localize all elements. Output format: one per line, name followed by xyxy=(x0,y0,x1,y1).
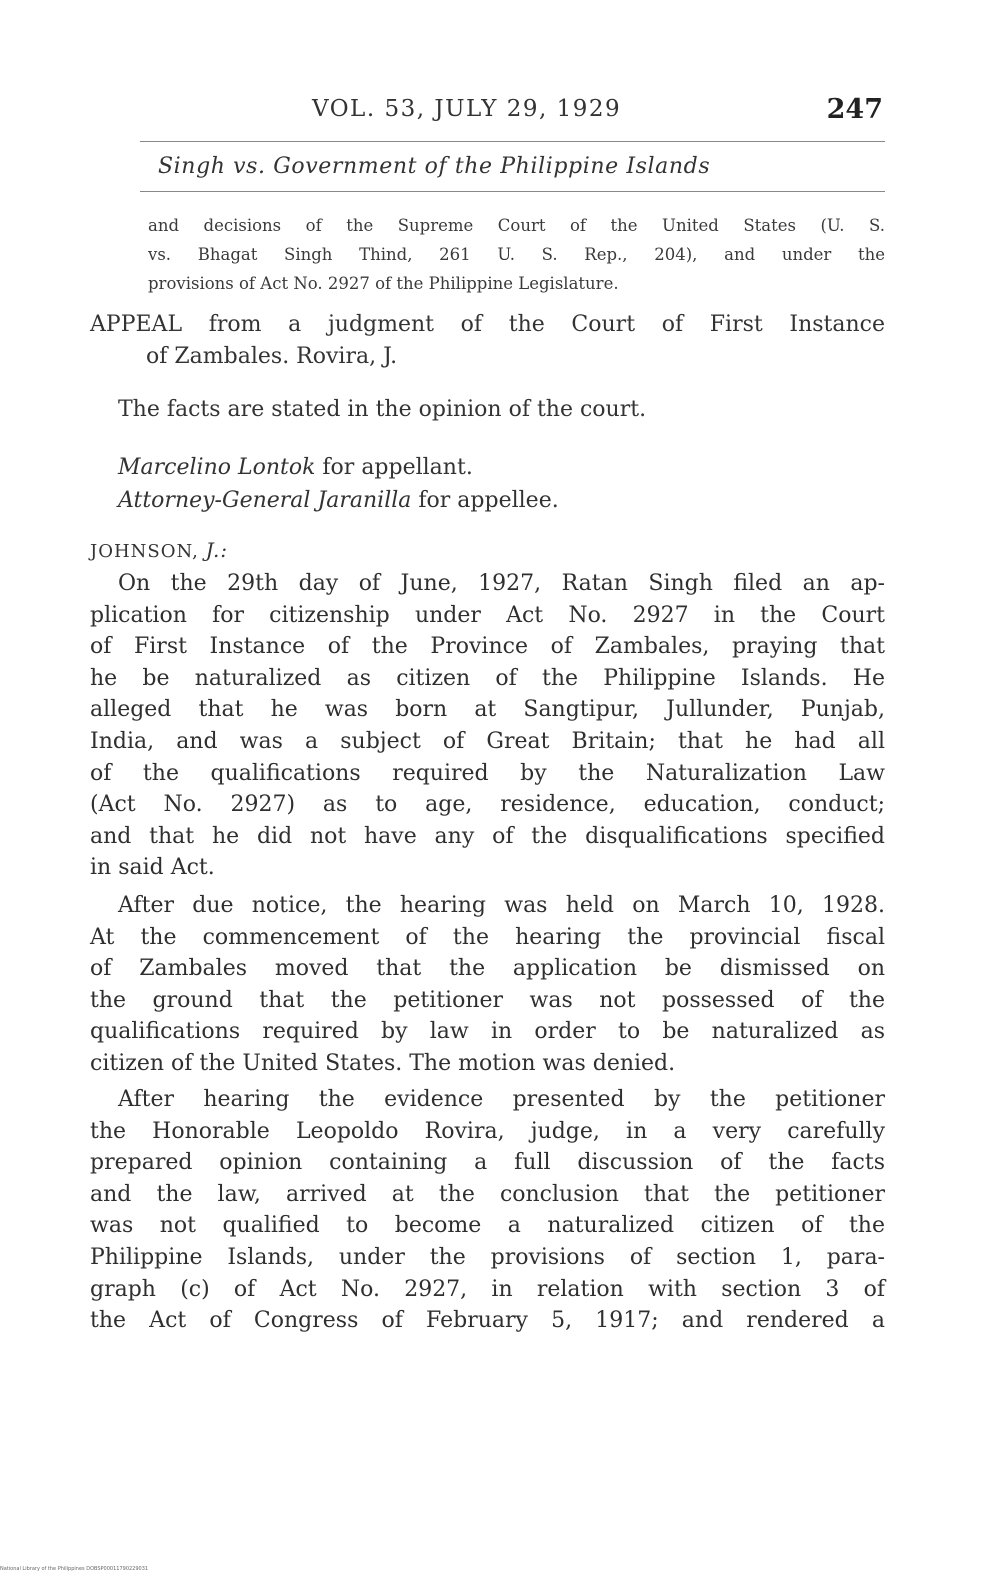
paragraph-line: in said Act. xyxy=(90,855,215,881)
counsel-appellant xyxy=(118,451,885,484)
paragraph-line: the ground that the petitioner was not possessed of the xyxy=(90,987,885,1013)
paragraph-line: alleged that he was born at Sangtipur, Jullunder, Punjab, xyxy=(90,697,885,723)
syllabus xyxy=(148,211,885,298)
paragraph-line: was not qualified to become a naturalized citizen of the xyxy=(90,1213,885,1239)
paragraph-line: India, and was a subject of Great Britain; that he had all xyxy=(90,728,885,754)
paragraph-line: of the qualifications required by the Naturalization Law xyxy=(90,760,885,786)
appeal-line: APPEAL from a judgment of the Court of First Instance xyxy=(90,312,885,337)
paragraph-line: the Honorable Leopoldo Rovira, judge, in a very carefully xyxy=(90,1118,885,1144)
paragraph-line: citizen of the United States. The motion was denied. xyxy=(90,1050,676,1076)
paragraph-line: graph (c) of Act No. 2927, in relation with section 3 of xyxy=(90,1276,885,1302)
paragraph-line: Philippine Islands, under the provisions of section 1, para- xyxy=(90,1244,885,1270)
counsel-appellee xyxy=(118,484,885,517)
syllabus-line: vs. Bhagat Singh Thind, 261 U. S. Rep., 204), and under the xyxy=(148,245,885,264)
paragraph-line: plication for citizenship under Act No. 2927 in the Court xyxy=(90,602,885,628)
judge-suffix: J.: xyxy=(205,538,229,562)
paragraph-line: (Act No. 2927) as to age, residence, education, conduct; xyxy=(90,792,885,818)
syllabus-line: and decisions of the Supreme Court of the United States (U. S. xyxy=(148,216,885,235)
paragraph-line: he be naturalized as citizen of the Philippine Islands. He xyxy=(90,665,885,691)
running-header xyxy=(90,96,885,132)
paragraph-line: qualifications required by law in order to be naturalized as xyxy=(90,1019,885,1045)
paragraph-line: and the law, arrived at the conclusion that the petitioner xyxy=(90,1181,885,1207)
appellee-name: Attorney-General Jaranilla xyxy=(118,488,412,513)
paragraph-line: After due notice, the hearing was held on March 10, 1928. xyxy=(118,893,885,918)
appellant-role: for appellant. xyxy=(315,455,473,480)
opinion-paragraph-1 xyxy=(90,568,885,884)
paragraph-line: of First Instance of the Province of Zambales, praying that xyxy=(90,634,885,660)
judge-heading xyxy=(90,538,228,562)
page-number: 247 xyxy=(826,94,883,125)
volume-date: VOL. 53, JULY 29, 1929 xyxy=(312,96,622,122)
paragraph-line: On the 29th day of June, 1927, Ratan Singh filed an ap- xyxy=(118,571,885,596)
appellant-name: Marcelino Lontok xyxy=(118,455,316,480)
appeal-statement xyxy=(90,309,885,373)
library-stamp: National Library of the Philippines DOBSP00011790229031 xyxy=(0,1566,149,1572)
paragraph-line: the Act of Congress of February 5, 1917; and rendered a xyxy=(90,1308,885,1334)
judge-name: JOHNSON, xyxy=(90,541,206,562)
paragraph-line: After hearing the evidence presented by the petitioner xyxy=(118,1087,885,1112)
appellee-role: for appellee. xyxy=(411,488,559,513)
opinion-paragraph-2 xyxy=(90,890,885,1080)
paragraph-line: of Zambales moved that the application be dismissed on xyxy=(90,956,885,982)
syllabus-line: provisions of Act No. 2927 of the Philippine Legislature. xyxy=(148,274,619,293)
paragraph-line: and that he did not have any of the disqualifications specified xyxy=(90,823,885,849)
paragraph-line: At the commencement of the hearing the provincial fiscal xyxy=(90,924,885,950)
appeal-line: of Zambales. Rovira, J. xyxy=(146,344,398,369)
facts-statement: The facts are stated in the opinion of the court. xyxy=(118,397,647,422)
header-rule-bottom xyxy=(140,191,885,192)
opinion-paragraph-3 xyxy=(90,1084,885,1337)
case-title: Singh vs. Government of the Philippine Islands xyxy=(158,154,711,179)
header-rule-top xyxy=(140,141,885,142)
counsel xyxy=(118,451,885,517)
paragraph-line: prepared opinion containing a full discussion of the facts xyxy=(90,1150,885,1176)
